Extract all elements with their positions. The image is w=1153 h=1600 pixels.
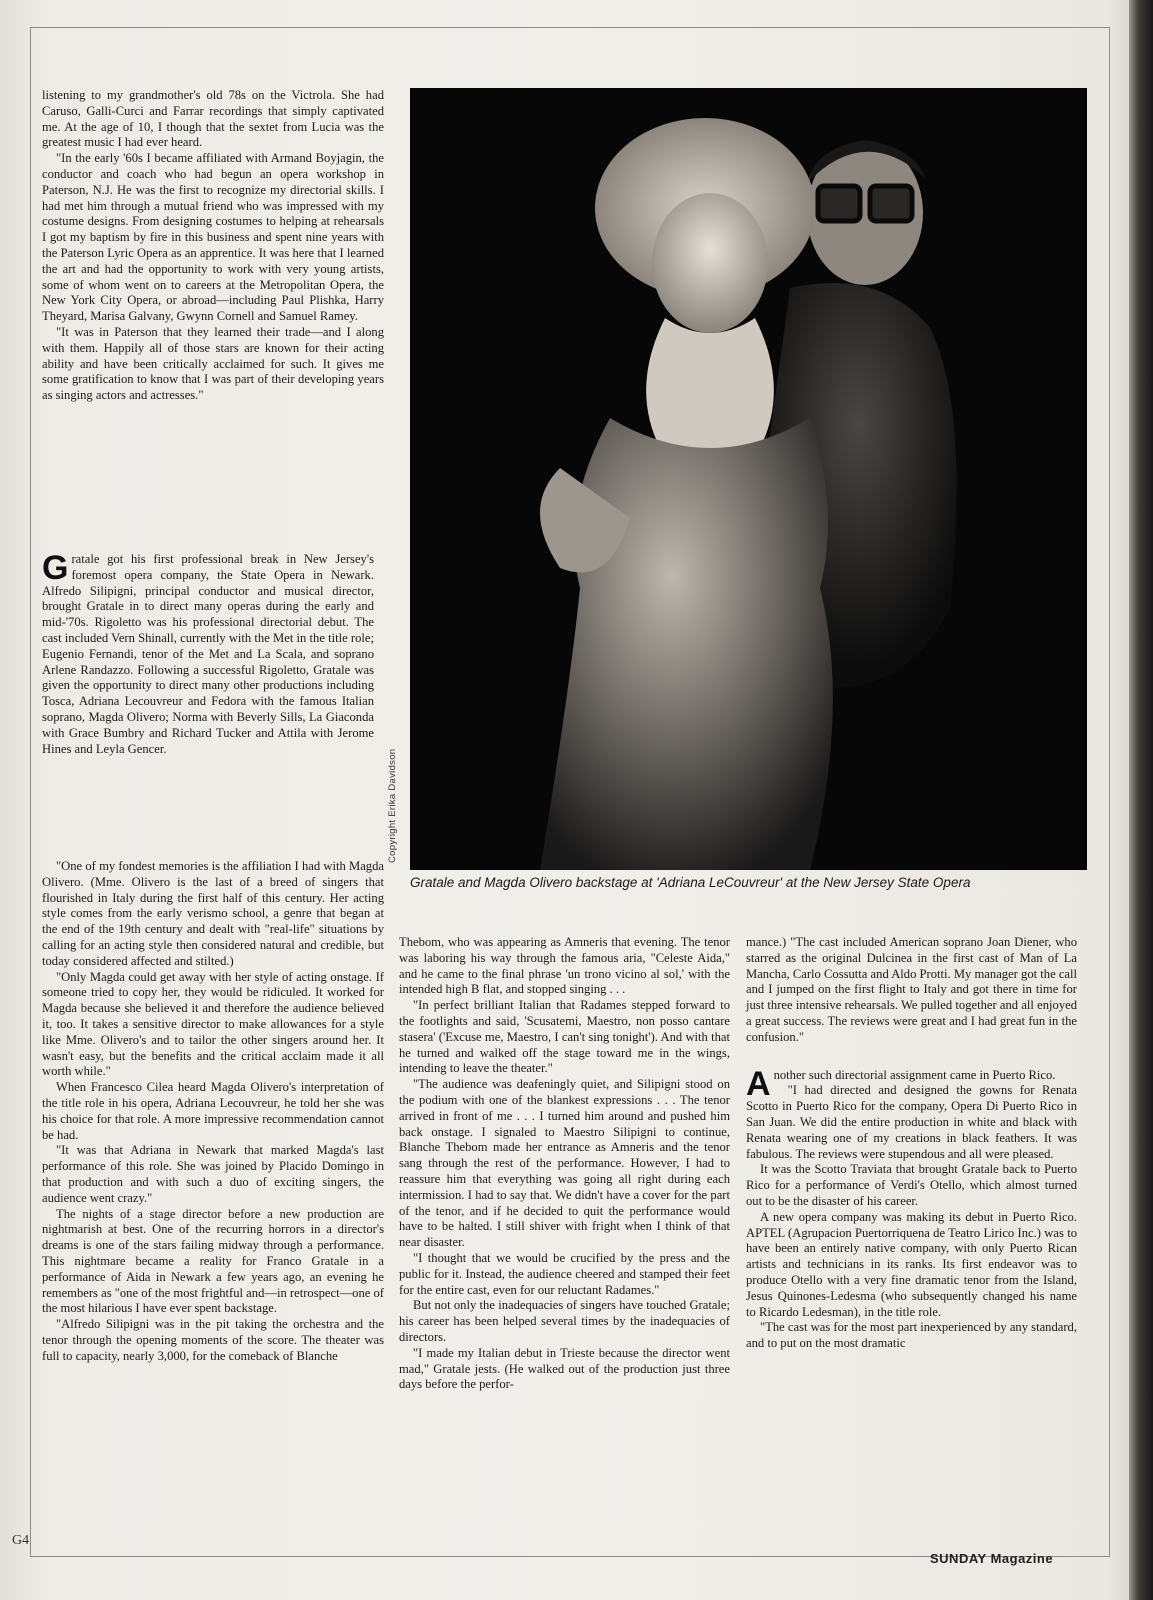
drop-cap: G <box>42 549 69 587</box>
article-column-right <box>746 935 1077 1352</box>
page-edge-shadow <box>1129 0 1153 1600</box>
photo-caption: Gratale and Magda Olivero backstage at 'Adriana LeCouvreur' at the New Jersey State Opera <box>410 875 971 890</box>
article-column-left-bottom <box>42 859 384 1365</box>
paragraph: "I had directed and designed the gowns for Renata Scotto in Puerto Rico for the company, Opera Di Puerto Rico in San Juan. We did the entire production in white and black with Renata wearing one of my creations in black feathers. It was fabulous. The reviews were stupendous and all were pleased. <box>746 1083 1077 1161</box>
paragraph: A new opera company was making its debut in Puerto Rico. APTEL (Agrupacion Puertorriquena de Teatro Lirico Inc.) was to have been an entirely native company, with only Puerto Rican artists and technicians in its ranks. Its first endeavor was to produce Otello with a very fine dramatic tenor from the Island, Jesus Quinones-Ledesma (who subsequently changed his name to Ricardo Ledesman), in the title role. <box>746 1209 1077 1319</box>
paragraph: "Only Magda could get away with her style of acting onstage. If someone tried to copy her, they would be ridiculed. It worked for Magda because she believed it and therefore the audience believed it, too. It takes a sensitive director to make allowances for a style like Mme. Olivero's and to tailor the other singers around her. It wasn't easy, but the benefits and the critical acclaim made it all worth while." <box>42 969 384 1079</box>
paragraph: "It was in Paterson that they learned their trade—and I along with them. Happily all of those stars are known for their acting ability and have been critically acclaimed for such. It gives me some gratification to know that I was part of their developing years as singing actors and actresses." <box>42 324 384 403</box>
paragraph: "The audience was deafeningly quiet, and Silipigni stood on the podium with one of the blankest expressions . . . The tenor arrived in front of me . . . I turned him around and pushed him back onstage. I signaled to Maestro Silipigni to continue, Blanche Thebom made her entrance as Amneris and the tenor sang through the rest of the performance. However, I had to reassure him that everything was going all right during each intermission. I had to say that. We didn't have a cover for the part of the tenor, and if he decided to quit the performance would have to be halted. I still shiver with fright when I think of that near disaster. <box>399 1077 730 1250</box>
paragraph-dropcap <box>746 1064 1077 1103</box>
paragraph-dropcap <box>42 549 374 757</box>
drop-cap: A <box>746 1064 771 1103</box>
paragraph: "The cast was for the most part inexperienced by any standard, and to put on the most dramatic <box>746 1320 1077 1351</box>
section-name: SUNDAY Magazine <box>930 1551 1054 1566</box>
paragraph: "It was that Adriana in Newark that marked Magda's last performance of this role. She was joined by Placido Domingo in that production and with such a duo of exciting singers, the audience went crazy." <box>42 1143 384 1205</box>
paragraph: "Alfredo Silipigni was in the pit taking the orchestra and the tenor through the opening moments of the score. The theater was full to capacity, nearly 3,000, for the comeback of Blanche <box>42 1317 384 1363</box>
paragraph: "One of my fondest memories is the affiliation I had with Magda Olivero. (Mme. Olivero is the last of a breed of singers that flourished in Italy during the first half of this century. Her acting style comes from the early verismo school, a genre that began at the end of the 19th century and dealt with "real-life" situations by calling for an acting style then considered natural and credible, but today considered affected and stilted.) <box>42 859 384 968</box>
paragraph: The nights of a stage director before a new production are nightmarish at best. One of the recurring horrors in a director's dreams is one of the stars failing midway through a performance. This nightmare became a reality for Franco Gratale in a performance of Aida in Newark a few years ago, an evening he remembers as "one of the most frightful and—in retrospect—one of the most hilarious I have ever spent backstage. <box>42 1206 384 1316</box>
article-column-left-upper <box>42 88 384 404</box>
paragraph: "I thought that we would be crucified by the press and the public for it. Instead, the audience cheered and stamped their feet for the entire cast, even for our reluctant Radames." <box>399 1250 730 1297</box>
paragraph: listening to my grandmother's old 78s on the Victrola. She had Caruso, Galli-Curci and Farrar recordings that simply captivated me. At the age of 10, I though that the sextet from Lucia was the greatest music I had ever heard. <box>42 88 384 150</box>
paragraph-text: nother such directorial assignment came in Puerto Rico. <box>773 1067 1056 1082</box>
paragraph-text: ratale got his first professional break in New Jersey's foremost opera company, the State Opera in Newark. Alfredo Silipigni, principal conductor and musical director, brought Gratale in to direct many operas during the early and mid-'70s. Rigoletto was his professional directorial debut. The cast included Vern Shinall, currently with the Met in the title role; Eugenio Fernandi, tenor of the Met and La Scala, and soprano Arlene Randazzo. Following a successful Rigoletto, Gratale was given the opportunity to direct many other productions including Tosca, Adriana Lecouvreur and Fedora with the famous Italian soprano, Magda Olivero; Norma with Beverly Sills, La Giaconda with Grace Bumbry and Richard Tucker and Attila with Jerome Hines and Leyla Gencer. <box>42 552 374 756</box>
paragraph: "I made my Italian debut in Trieste because the director went mad," Gratale jests. (He walked out of the production just three days before the perfor- <box>399 1345 730 1392</box>
paragraph: But not only the inadequacies of singers have touched Gratale; his career has been helped several times by the inadequacies of directors. <box>399 1298 730 1344</box>
paragraph: Thebom, who was appearing as Amneris that evening. The tenor was laboring his way through the famous aria, "Celeste Aida," and he came to the final phrase 'un trono vicino al sol,' with the intended high B flat, and stopped singing . . . <box>399 935 730 997</box>
article-column-middle <box>399 935 730 1393</box>
paragraph: It was the Scotto Traviata that brought Gratale back to Puerto Rico for a performance of Verdi's Otello, which almost turned out to be the disaster of his career. <box>746 1162 1077 1208</box>
paragraph: mance.) "The cast included American soprano Joan Diener, who starred as the original Dulcinea in the first cast of Man of La Mancha, Carlo Cossutta and Aldo Protti. My manager got the call and I jumped on the first flight to Italy and got there in time for just three intensive rehearsals. We pulled together and all enjoyed a great success. The reviews were great and I had great fun in the confusion." <box>746 935 1077 1044</box>
paragraph: "In the early '60s I became affiliated with Armand Boyjagin, the conductor and coach who had begun an opera workshop in Paterson, N.J. He was the first to recognize my directorial skills. I had met him through a mutual friend who was impressed with my costume designs. From designing costumes to helping at rehearsals I got my baptism by fire in this business and spent nine years with the Paterson Lyric Opera as an apprentice. It was here that I learned the art and had the opportunity to work with very young artists, some of whom went on to careers at the Metropolitan Opera, the New York City Opera, or abroad—including Paul Plishka, Harry Theyard, Marisa Galvany, Gwynn Cornell and Samuel Ramey. <box>42 151 384 324</box>
article-column-left-lower <box>42 542 374 757</box>
page-number: G4 <box>12 1533 30 1548</box>
paragraph: When Francesco Cilea heard Magda Olivero's interpretation of the title role in his opera, Adriana Lecouvreur, he told her she was his choice for that role. A more impressive recommendation cannot be had. <box>42 1080 384 1142</box>
paragraph: "In perfect brilliant Italian that Radames stepped forward to the footlights and said, 'Scusatemi, Maestro, non posso cantare stasera' ('Excuse me, Maestro, I can't sing tonight'). And with that he turned and walked off the stage toward me in the wings, intending to leave the theater." <box>399 998 730 1076</box>
photo-credit: Copyright Erika Davidson <box>387 748 398 863</box>
article-photo <box>410 88 1087 870</box>
